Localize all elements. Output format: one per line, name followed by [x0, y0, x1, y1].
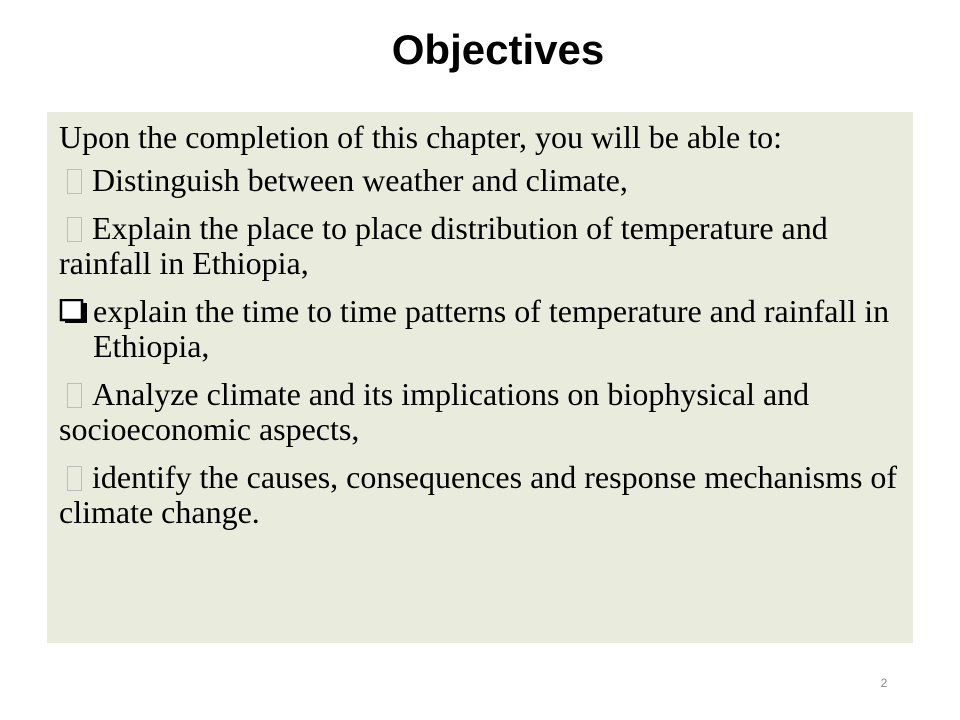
objective-item — [59, 294, 899, 364]
objective-item — [59, 460, 899, 530]
missing-glyph-icon — [67, 169, 82, 194]
objective-item — [59, 163, 899, 198]
objective-text: identify the causes, consequences and response mechanisms of climate change. — [59, 459, 898, 530]
objective-text: Analyze climate and its implications on biophysical and socioeconomic aspects, — [59, 376, 810, 447]
objective-text: Distinguish between weather and climate, — [92, 162, 628, 198]
objective-item — [59, 377, 899, 447]
objectives-content-box — [47, 112, 913, 643]
slide-title: Objectives — [391, 26, 605, 73]
objective-text: explain the time to time patterns of temperature and rainfall in Ethiopia, — [93, 293, 890, 364]
objective-text: Explain the place to place distribution of temperature and rainfall in Ethiopia, — [59, 210, 828, 281]
page-number: 2 — [880, 676, 888, 690]
objectives-list — [59, 163, 899, 530]
missing-glyph-icon — [67, 217, 82, 242]
missing-glyph-icon — [67, 383, 82, 408]
objective-item — [59, 211, 899, 281]
checkbox-icon — [59, 299, 93, 325]
missing-glyph-icon — [67, 466, 82, 491]
intro-text: Upon the completion of this chapter, you will be able to: — [59, 119, 782, 155]
